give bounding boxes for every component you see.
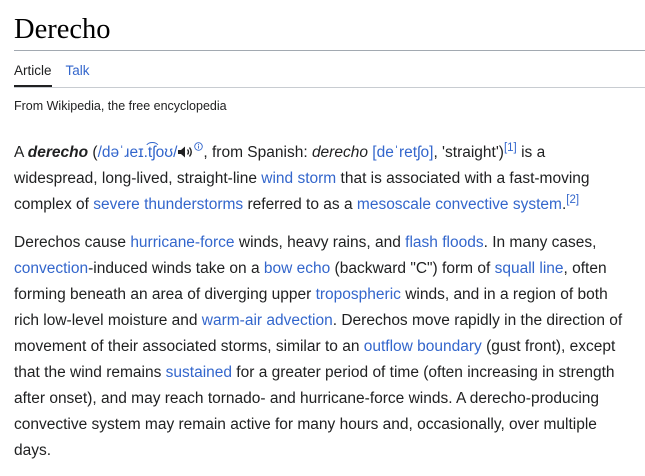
link-outflow-boundary[interactable]: outflow boundary xyxy=(363,338,482,355)
tabs-divider xyxy=(14,87,645,88)
text-run: ( xyxy=(88,144,98,161)
link-warm-air-advection[interactable]: warm-air advection xyxy=(201,312,333,329)
link-mesoscale-convective-system[interactable]: mesoscale convective system xyxy=(356,196,562,213)
link-tropospheric[interactable]: tropospheric xyxy=(315,286,401,303)
page-title: Derecho xyxy=(14,14,111,45)
text-run: winds, heavy rains, and xyxy=(234,234,406,251)
spanish-ipa-link[interactable]: [deˈretʃo] xyxy=(372,144,434,161)
text-run: is a widespread, long-lived, straight-line xyxy=(14,144,546,187)
namespace-tabs xyxy=(14,63,104,87)
text-run: (gust front), except that the wind remains xyxy=(14,338,616,381)
tab-article[interactable]: Article xyxy=(14,63,52,87)
lead-paragraph xyxy=(14,134,632,218)
speaker-icon[interactable] xyxy=(177,142,194,156)
text-run: for a greater period of time (often increasing in strength after onset), and may reach tornado- and hurricane-force winds. A derecho-producing convective system may remain active for many hours and, occasionally, over multiple days. xyxy=(14,364,615,459)
tab-talk[interactable]: Talk xyxy=(65,63,90,78)
link-convection[interactable]: convection xyxy=(14,260,89,277)
spanish-term: derecho xyxy=(311,144,368,161)
link-sustained[interactable]: sustained xyxy=(165,364,232,381)
text-run: A xyxy=(14,144,28,161)
info-icon[interactable] xyxy=(194,134,203,143)
reference-link-2[interactable]: [2] xyxy=(566,193,580,206)
text-run: (backward "C") form of xyxy=(330,260,495,277)
text-run: . In many cases, xyxy=(483,234,597,251)
link-severe-thunderstorms[interactable]: severe thunderstorms xyxy=(93,196,244,213)
body-paragraph xyxy=(14,230,632,464)
text-run: referred to as a xyxy=(243,196,357,213)
site-tagline: From Wikipedia, the free encyclopedia xyxy=(14,99,227,113)
link-hurricane-force[interactable]: hurricane-force xyxy=(130,234,235,251)
text-run: , 'straight') xyxy=(433,144,504,161)
text-run: . Derechos move rapidly in the direction of movement of their associated storms, similar to an xyxy=(14,312,623,355)
text-run: , often forming beneath an area of diverging upper xyxy=(14,260,607,303)
text-run: . xyxy=(561,196,567,213)
bold-term: derecho xyxy=(27,144,89,161)
link-squall-line[interactable]: squall line xyxy=(494,260,564,277)
text-run: that is associated with a fast-moving complex of xyxy=(14,170,590,213)
text-run: Derechos cause xyxy=(14,234,131,251)
text-run: -induced winds take on a xyxy=(88,260,264,277)
link-bow-echo[interactable]: bow echo xyxy=(263,260,331,277)
ipa-pronunciation-link[interactable]: /dəˈɹeɪ.t͡ʃoʊ/ xyxy=(97,144,178,161)
link-flash-floods[interactable]: flash floods xyxy=(405,234,484,251)
text-run: , from Spanish: xyxy=(203,144,312,161)
link-wind-storm[interactable]: wind storm xyxy=(261,170,337,187)
article-page xyxy=(14,0,645,459)
reference-link-1[interactable]: [1] xyxy=(503,141,517,154)
text-run: winds, and in a region of both rich low-level moisture and xyxy=(14,286,608,329)
title-divider xyxy=(14,50,645,51)
